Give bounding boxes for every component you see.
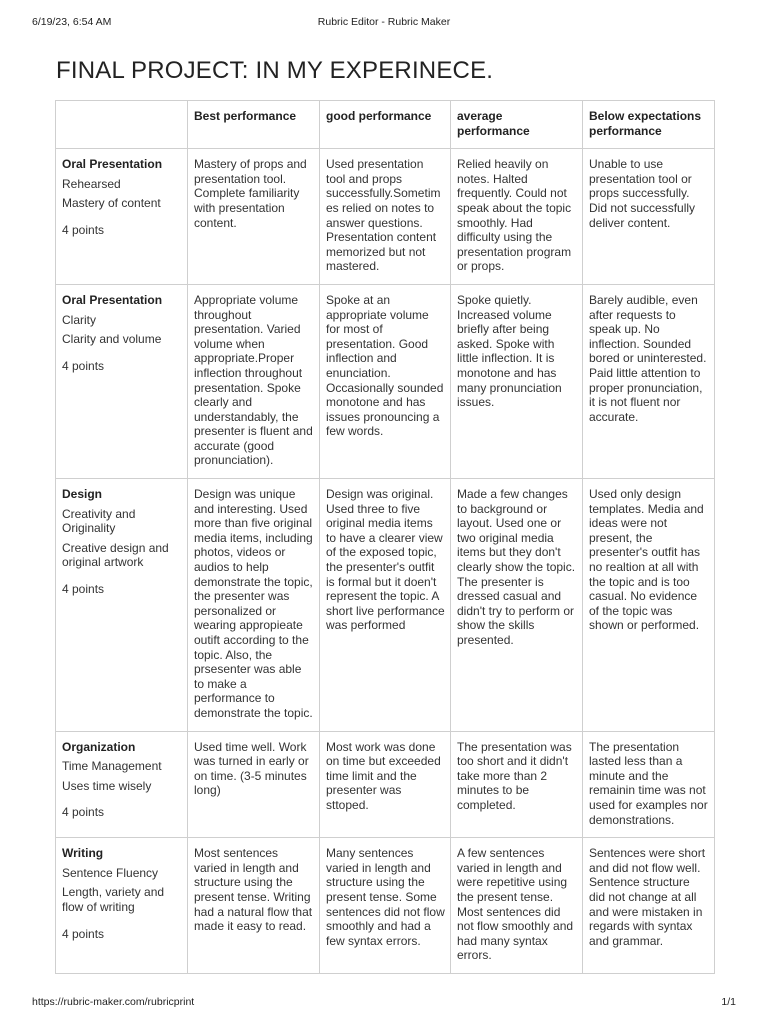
rubric-cell: Mastery of props and presentation tool. Complete familiarity with presentation content.: [188, 149, 320, 285]
rubric-cell: Many sentences varied in length and structure using the present tense. Some sentences did not flow smoothly and had a few syntax errors.: [320, 838, 451, 974]
rubric-cell: The presentation was too short and it didn't take more than 2 minutes to be completed.: [451, 731, 583, 838]
criteria-points: 4 points: [62, 222, 105, 237]
rubric-cell: The presentation lasted less than a minute and the remainin time was not used for examples nor demonstrations.: [583, 731, 715, 838]
criteria-points: 4 points: [62, 926, 105, 941]
criteria-subtitle: Clarity: [62, 312, 97, 327]
criteria-points: 4 points: [62, 582, 105, 597]
criteria-name: Writing: [62, 846, 104, 861]
header-cell-criteria: [56, 101, 188, 149]
header-cell-good: good performance: [320, 101, 451, 149]
criteria-points: 4 points: [62, 358, 105, 373]
criteria-cell: [56, 479, 188, 732]
print-url: https://rubric-maker.com/rubricprint: [32, 996, 195, 1008]
print-header: [32, 16, 736, 30]
rubric-cell: Most sentences varied in length and structure using the present tense. Writing had a natural flow that made it easy to read.: [188, 838, 320, 974]
page-number: 1/1: [721, 996, 736, 1008]
rubric-cell: Most work was done on time but exceeded time limit and the presenter was sttoped.: [320, 731, 451, 838]
header-cell-best: Best performance: [188, 101, 320, 149]
rubric-cell: Made a few changes to background or layout. Used one or two original media items but they don't clearly show the topic. The presenter is dressed casual and didn't try to perform or show the skills presented.: [451, 479, 583, 732]
table-row: [56, 479, 715, 732]
criteria-description: Length, variety and flow of writing: [62, 885, 165, 914]
criteria-name: Oral Presentation: [62, 157, 163, 172]
criteria-description: Clarity and volume: [62, 332, 162, 347]
rubric-cell: Design was unique and interesting. Used more than five original media items, including photos, videos or audios to help demonstrate the topic, the presenter was personalized or wearing appropieate outift according to the topic. Also, the prsesenter was able to make a performance to demonstrate the topic.: [188, 479, 320, 732]
criteria-name: Oral Presentation: [62, 292, 163, 307]
criteria-cell: [56, 284, 188, 478]
criteria-subtitle: Time Management: [62, 759, 162, 774]
rubric-cell: Unable to use presentation tool or props successfully. Did not successfully deliver content.: [583, 149, 715, 285]
rubric-cell: Used only design templates. Media and ideas were not present, the presenter's outfit has no realtion at all with the topic and is too casual. No evidence of the topic was shown or performed.: [583, 479, 715, 732]
rubric-cell: Barely audible, even after requests to speak up. No inflection. Sounded bored or uninterested. Paid little attention to proper pronunciation, it is not fluent nor accurate.: [583, 284, 715, 478]
criteria-cell: [56, 838, 188, 974]
print-doc-title: Rubric Editor - Rubric Maker: [317, 16, 451, 28]
rubric-cell: Sentences were short and did not flow well. Sentence structure did not change at all and were mistaken in regards with syntax and grammar.: [583, 838, 715, 974]
criteria-subtitle: Sentence Fluency: [62, 865, 159, 880]
header-cell-average: average performance: [451, 101, 583, 149]
table-row: [56, 731, 715, 838]
criteria-subtitle: Creativity and Originality: [62, 506, 136, 536]
rubric-cell: Design was original. Used three to five original media items to have a clearer view of the exposed topic, the presenter's outfit is formal but it doen't represent the topic. A short live performance was performed: [320, 479, 451, 732]
header-cell-below: Below expectations performance: [583, 101, 715, 149]
rubric-cell: Used presentation tool and props successfully.Sometimes relied on notes to answer questions. Presentation content memorized but not mastered.: [320, 149, 451, 285]
rubric-cell: A few sentences varied in length and were repetitive using the present tense. Most sentences did not flow smoothly and had many syntax errors.: [451, 838, 583, 974]
rubric-cell: Relied heavily on notes. Halted frequently. Could not speak about the topic smoothly. Had difficulty using the presentation program or props.: [451, 149, 583, 285]
criteria-description: Creative design and original artwork: [62, 540, 169, 570]
criteria-cell: [56, 149, 188, 285]
rubric-cell: Used time well. Work was turned in early or on time. (3-5 minutes long): [188, 731, 320, 838]
rubric-header-row: [56, 101, 715, 149]
page-title: FINAL PROJECT: IN MY EXPERINECE.: [56, 57, 494, 84]
rubric-cell: Spoke at an appropriate volume for most of presentation. Good inflection and enunciation. Occasionally sounded monotone and has issues pronouncing a few words.: [320, 284, 451, 478]
criteria-name: Organization: [62, 739, 136, 754]
criteria-description: Mastery of content: [62, 196, 161, 211]
rubric-table: [55, 100, 715, 974]
print-footer: [32, 996, 736, 1010]
criteria-cell: [56, 731, 188, 838]
criteria-subtitle: Rehearsed: [62, 176, 121, 191]
criteria-points: 4 points: [62, 805, 105, 820]
rubric-cell: Appropriate volume throughout presentation. Varied volume when appropriate.Proper inflection throughout presentation. Spoke clearly and understandably, the presenter is fluent and accurate (good pronunciation).: [188, 284, 320, 478]
rubric-cell: Spoke quietly. Increased volume briefly after being asked. Spoke with little inflection. It is monotone and has many pronunciation issues.: [451, 284, 583, 478]
criteria-description: Uses time wisely: [62, 778, 152, 793]
table-row: [56, 838, 715, 974]
print-datetime: 6/19/23, 6:54 AM: [32, 16, 112, 28]
table-row: [56, 284, 715, 478]
table-row: [56, 149, 715, 285]
criteria-name: Design: [62, 487, 103, 502]
